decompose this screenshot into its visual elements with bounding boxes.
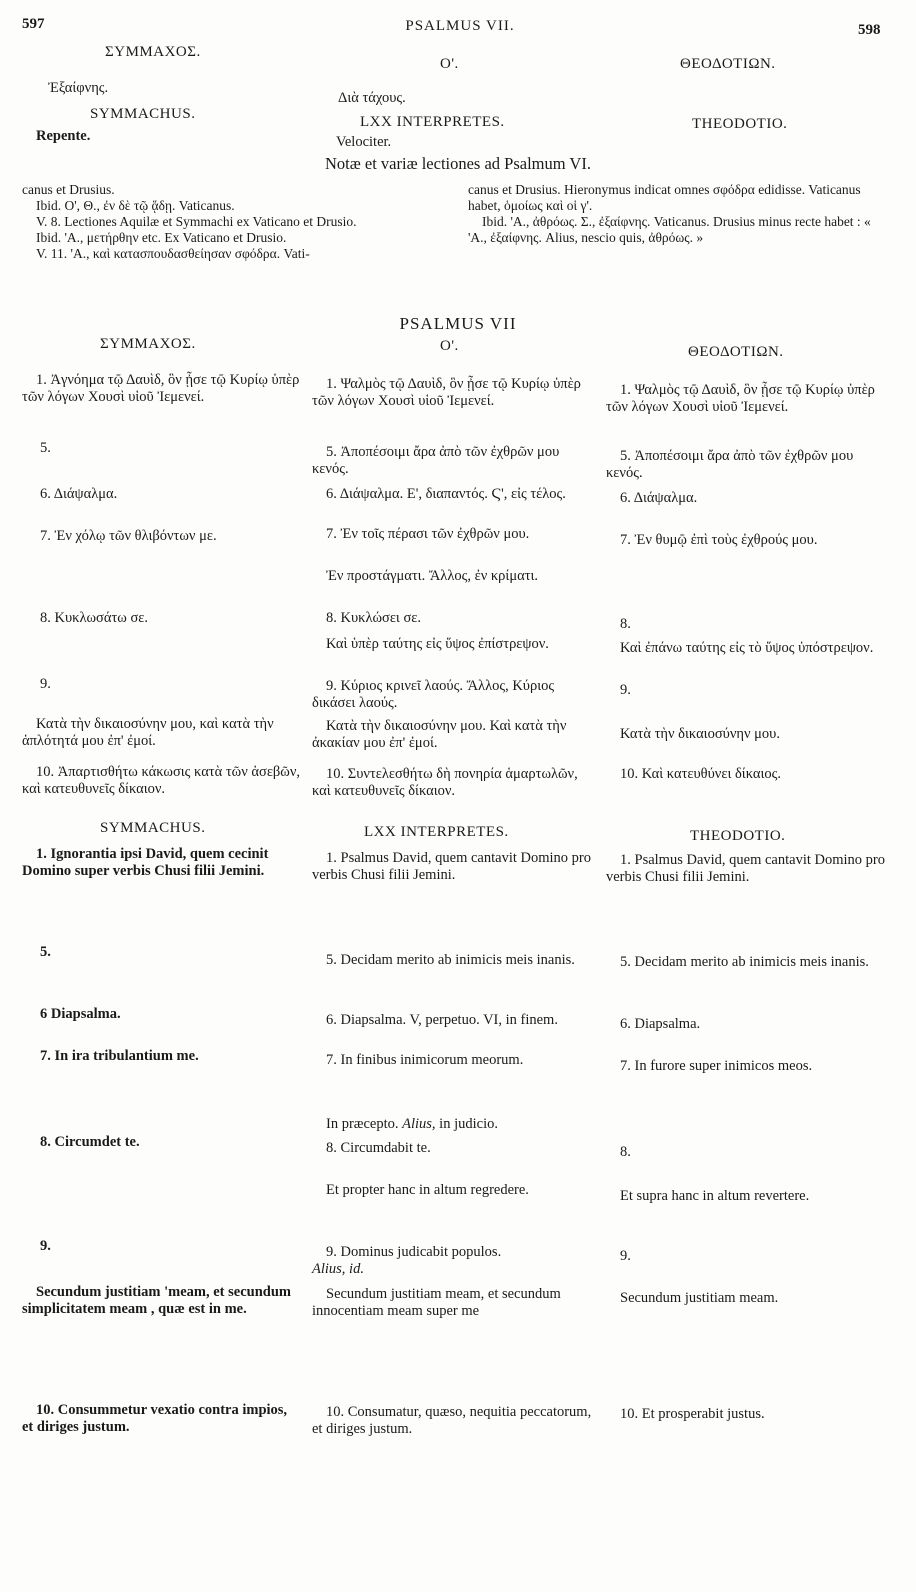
theo-greek-v5: 5. Ἀποπέσοιμι ἄρα ἀπὸ τῶν ἐχθρῶν μου κενός. bbox=[606, 448, 854, 481]
lxx-latin-v8: 8. Circumdabit te. bbox=[326, 1140, 431, 1156]
lxx-greek-v7: 7. Ἐν τοῖς πέρασι τῶν ἐχθρῶν μου. bbox=[326, 526, 530, 542]
lxx-latin-v9-alius-text: Alius, id. bbox=[312, 1261, 364, 1277]
lxx-greek-v9: 9. Κύριος κρινεῖ λαούς. Ἄλλος, Κύριος δικάσει λαούς. bbox=[312, 678, 555, 711]
sym-latin-v5: 5. bbox=[40, 944, 51, 960]
lxx-latin-v8b: Et propter hanc in altum regredere. bbox=[326, 1182, 529, 1198]
lxx-greek-v6: 6. Διάψαλμα. Ε', διαπαντός. Ϛ', εἰς τέλος. bbox=[326, 486, 566, 502]
lxx-latin-v9: 9. Dominus judicabit populos. bbox=[326, 1244, 502, 1260]
sym-greek-v8: 8. Κυκλωσάτω σε. bbox=[40, 610, 148, 626]
theo-latin-v6: 6. Diapsalma. bbox=[620, 1016, 701, 1032]
lxx-greek-v7b: Ἐν προστάγματι. Ἄλλος, ἐν κρίματι. bbox=[326, 568, 539, 584]
notes-left-column bbox=[22, 182, 452, 262]
lxx-latin-v1: 1. Psalmus David, quem cantavit Domino pro verbis Chusi filii Jemini. bbox=[312, 850, 591, 883]
psalm-title: PSALMUS VII bbox=[399, 314, 517, 333]
theo-greek-v7: 7. Ἐν θυμῷ ἐπὶ τοὺς ἐχθρούς μου. bbox=[620, 532, 818, 548]
page-number-left: 597 bbox=[22, 16, 45, 32]
theo-greek-v10: 10. Καὶ κατευθύνει δίκαιος. bbox=[620, 766, 782, 782]
sym-latin-head: SYMMACHUS. bbox=[100, 820, 206, 836]
sym-greek-v10: 10. Ἀπαρτισθήτω κάκωσις κατὰ τῶν ἀσεβῶν, καὶ κατευθυνεῖς δίκαιον. bbox=[22, 764, 301, 797]
note-left-line: V. 8. Lectiones Aquilæ et Symmachi ex Vaticano et Drusio. bbox=[36, 214, 357, 229]
lxx-latin-v7b-rest: in judicio. bbox=[439, 1116, 498, 1132]
sym-latin-v9: 9. bbox=[40, 1238, 51, 1254]
top-lxx-greek-head: Ο'. bbox=[440, 56, 459, 72]
lxx-latin-v10: 10. Consumatur, quæso, nequitia peccatorum, et diriges justum. bbox=[312, 1404, 592, 1437]
sym-greek-v7: 7. Ἐν χόλῳ τῶν θλιβόντων με. bbox=[40, 528, 217, 544]
top-sym-latin-text: Repente. bbox=[36, 128, 91, 144]
lxx-latin-v7b-text: In præcepto. bbox=[326, 1116, 399, 1132]
lxx-latin-v9-alius bbox=[312, 1261, 592, 1278]
sym-greek-v1: 1. Ἀγνόημα τῷ Δαυὶδ, ὃν ᾖσε τῷ Κυρίῳ ὑπὲρ τῶν λόγων Χουσὶ υἱοῦ Ἰεμενεί. bbox=[22, 372, 300, 405]
sym-latin-v9b: Secundum justitiam 'meam, et secundum simplicitatem meam , quæ est in me. bbox=[22, 1284, 291, 1317]
note-left-line: V. 11. 'Α., καὶ κατασπουδασθείησαν σφόδρα. Vati- bbox=[36, 246, 310, 261]
theo-greek-v9b: Κατὰ τὴν δικαιοσύνην μου. bbox=[620, 726, 780, 742]
theo-latin-v7: 7. In furore super inimicos meos. bbox=[620, 1058, 813, 1074]
lxx-greek-v5: 5. Ἀποπέσοιμι ἄρα ἀπὸ τῶν ἐχθρῶν μου κενός. bbox=[312, 444, 560, 477]
lxx-greek-v8b: Καὶ ὑπὲρ ταύτης εἰς ὕψος ἐπίστρεψον. bbox=[326, 636, 549, 652]
theo-latin-v1: 1. Psalmus David, quem cantavit Domino pro verbis Chusi filii Jemini. bbox=[606, 852, 885, 885]
sym-latin-v7: 7. In ira tribulantium me. bbox=[40, 1048, 199, 1064]
top-sym-greek-head: ΣΥΜΜΑΧΟΣ. bbox=[105, 44, 201, 60]
lxx-greek-head: Ο'. bbox=[440, 338, 459, 354]
page-number-right: 598 bbox=[858, 22, 881, 38]
page-title: PSALMUS VII. bbox=[405, 18, 515, 34]
sym-greek-v6: 6. Διάψαλμα. bbox=[40, 486, 118, 502]
lxx-greek-v1: 1. Ψαλμὸς τῷ Δαυὶδ, ὃν ᾖσε τῷ Κυρίῳ ὑπὲρ τῶν λόγων Χουσὶ υἱοῦ Ἰεμενεί. bbox=[312, 376, 581, 409]
sym-latin-v10: 10. Consummetur vexatio contra impios, et diriges justum. bbox=[22, 1402, 288, 1435]
sym-latin-v6: 6 Diapsalma. bbox=[40, 1006, 121, 1022]
sym-greek-v5: 5. bbox=[40, 440, 51, 456]
note-left-line: canus et Drusius. bbox=[22, 182, 115, 197]
notes-title: Notæ et variæ lectiones ad Psalmum VI. bbox=[325, 154, 591, 173]
sym-latin-v1: 1. Ignorantia ipsi David, quem cecinit Domino super verbis Chusi filii Jemini. bbox=[22, 846, 269, 879]
lxx-greek-v8: 8. Κυκλώσει σε. bbox=[326, 610, 421, 626]
note-right-line: canus et Drusius. Hieronymus indicat omnes σφόδρα edidisse. Vaticanus habet, ὁμοίως καὶ οἱ γ'. bbox=[468, 182, 861, 213]
note-left-line: Ibid. Ο', Θ., ἐν δὲ τῷ ᾅδῃ. Vaticanus. bbox=[36, 198, 235, 213]
theo-latin-head: THEODOTIO. bbox=[690, 828, 786, 844]
top-sym-latin-head: SYMMACHUS. bbox=[90, 106, 196, 122]
theo-latin-v8b: Et supra hanc in altum revertere. bbox=[620, 1188, 810, 1204]
sym-greek-head: ΣΥΜΜΑΧΟΣ. bbox=[100, 336, 196, 352]
top-lxx-greek-text: Διὰ τάχους. bbox=[338, 90, 406, 106]
theo-greek-v8: 8. bbox=[620, 616, 631, 632]
theo-greek-v8b: Καὶ ἐπάνω ταύτης εἰς τὸ ὕψος ὑπόστρεψον. bbox=[620, 640, 874, 656]
lxx-greek-v9b: Κατὰ τὴν δικαιοσύνην μου. Καὶ κατὰ τὴν ἀκακίαν μου ἐπ' ἐμοί. bbox=[312, 718, 567, 751]
lxx-latin-v7b-alius: Alius, bbox=[402, 1116, 436, 1132]
top-theo-greek-head: ΘΕΟΔΟΤΙΩΝ. bbox=[680, 56, 776, 72]
note-right-line: Ibid. 'Α., ἀθρόως. Σ., ἐξαίφνης. Vaticanus. Drusius minus recte habet : « 'Α., ἐξαίφνης. Alius, nescio quis, ἀθρόως. » bbox=[468, 214, 871, 245]
top-theo-latin-head: THEODOTIO. bbox=[692, 116, 788, 132]
theo-greek-v9: 9. bbox=[620, 682, 631, 698]
lxx-latin-v9b: Secundum justitiam meam, et secundum innocentiam meam super me bbox=[312, 1286, 561, 1319]
note-left-line: Ibid. 'Α., μετήρθην etc. Ex Vaticano et Drusio. bbox=[36, 230, 287, 245]
sym-greek-v9b: Κατὰ τὴν δικαιοσύνην μου, καὶ κατὰ τὴν ἁπλότητά μου ἐπ' ἐμοί. bbox=[22, 716, 274, 749]
top-sym-greek-text: Ἐξαίφνης. bbox=[48, 80, 109, 96]
lxx-greek-v10: 10. Συντελεσθήτω δὴ πονηρία ἁμαρτωλῶν, καὶ κατευθυνεῖς δίκαιον. bbox=[312, 766, 578, 799]
theo-latin-v9b: Secundum justitiam meam. bbox=[620, 1290, 779, 1306]
theo-greek-v1: 1. Ψαλμὸς τῷ Δαυὶδ, ὃν ᾖσε τῷ Κυρίῳ ὑπὲρ τῶν λόγων Χουσὶ υἱοῦ Ἰεμενεί. bbox=[606, 382, 875, 415]
top-lxx-latin-text: Velociter. bbox=[336, 134, 392, 150]
theo-latin-v10: 10. Et prosperabit justus. bbox=[620, 1406, 765, 1422]
theo-greek-v6: 6. Διάψαλμα. bbox=[620, 490, 698, 506]
theo-latin-v9: 9. bbox=[620, 1248, 631, 1264]
theo-latin-v5: 5. Decidam merito ab inimicis meis inanis. bbox=[620, 954, 869, 970]
lxx-latin-v7b bbox=[312, 1116, 592, 1133]
lxx-latin-v6: 6. Diapsalma. V, perpetuo. VI, in finem. bbox=[326, 1012, 558, 1028]
sym-latin-v8: 8. Circumdet te. bbox=[40, 1134, 140, 1150]
notes-right-column bbox=[468, 182, 888, 246]
theo-greek-head: ΘΕΟΔΟΤΙΩΝ. bbox=[688, 344, 784, 360]
theo-latin-v8: 8. bbox=[620, 1144, 631, 1160]
lxx-latin-head: LXX INTERPRETES. bbox=[364, 824, 509, 840]
lxx-latin-v5: 5. Decidam merito ab inimicis meis inanis. bbox=[326, 952, 575, 968]
top-lxx-latin-head: LXX INTERPRETES. bbox=[360, 114, 505, 130]
sym-greek-v9: 9. bbox=[40, 676, 51, 692]
lxx-latin-v7: 7. In finibus inimicorum meorum. bbox=[326, 1052, 524, 1068]
